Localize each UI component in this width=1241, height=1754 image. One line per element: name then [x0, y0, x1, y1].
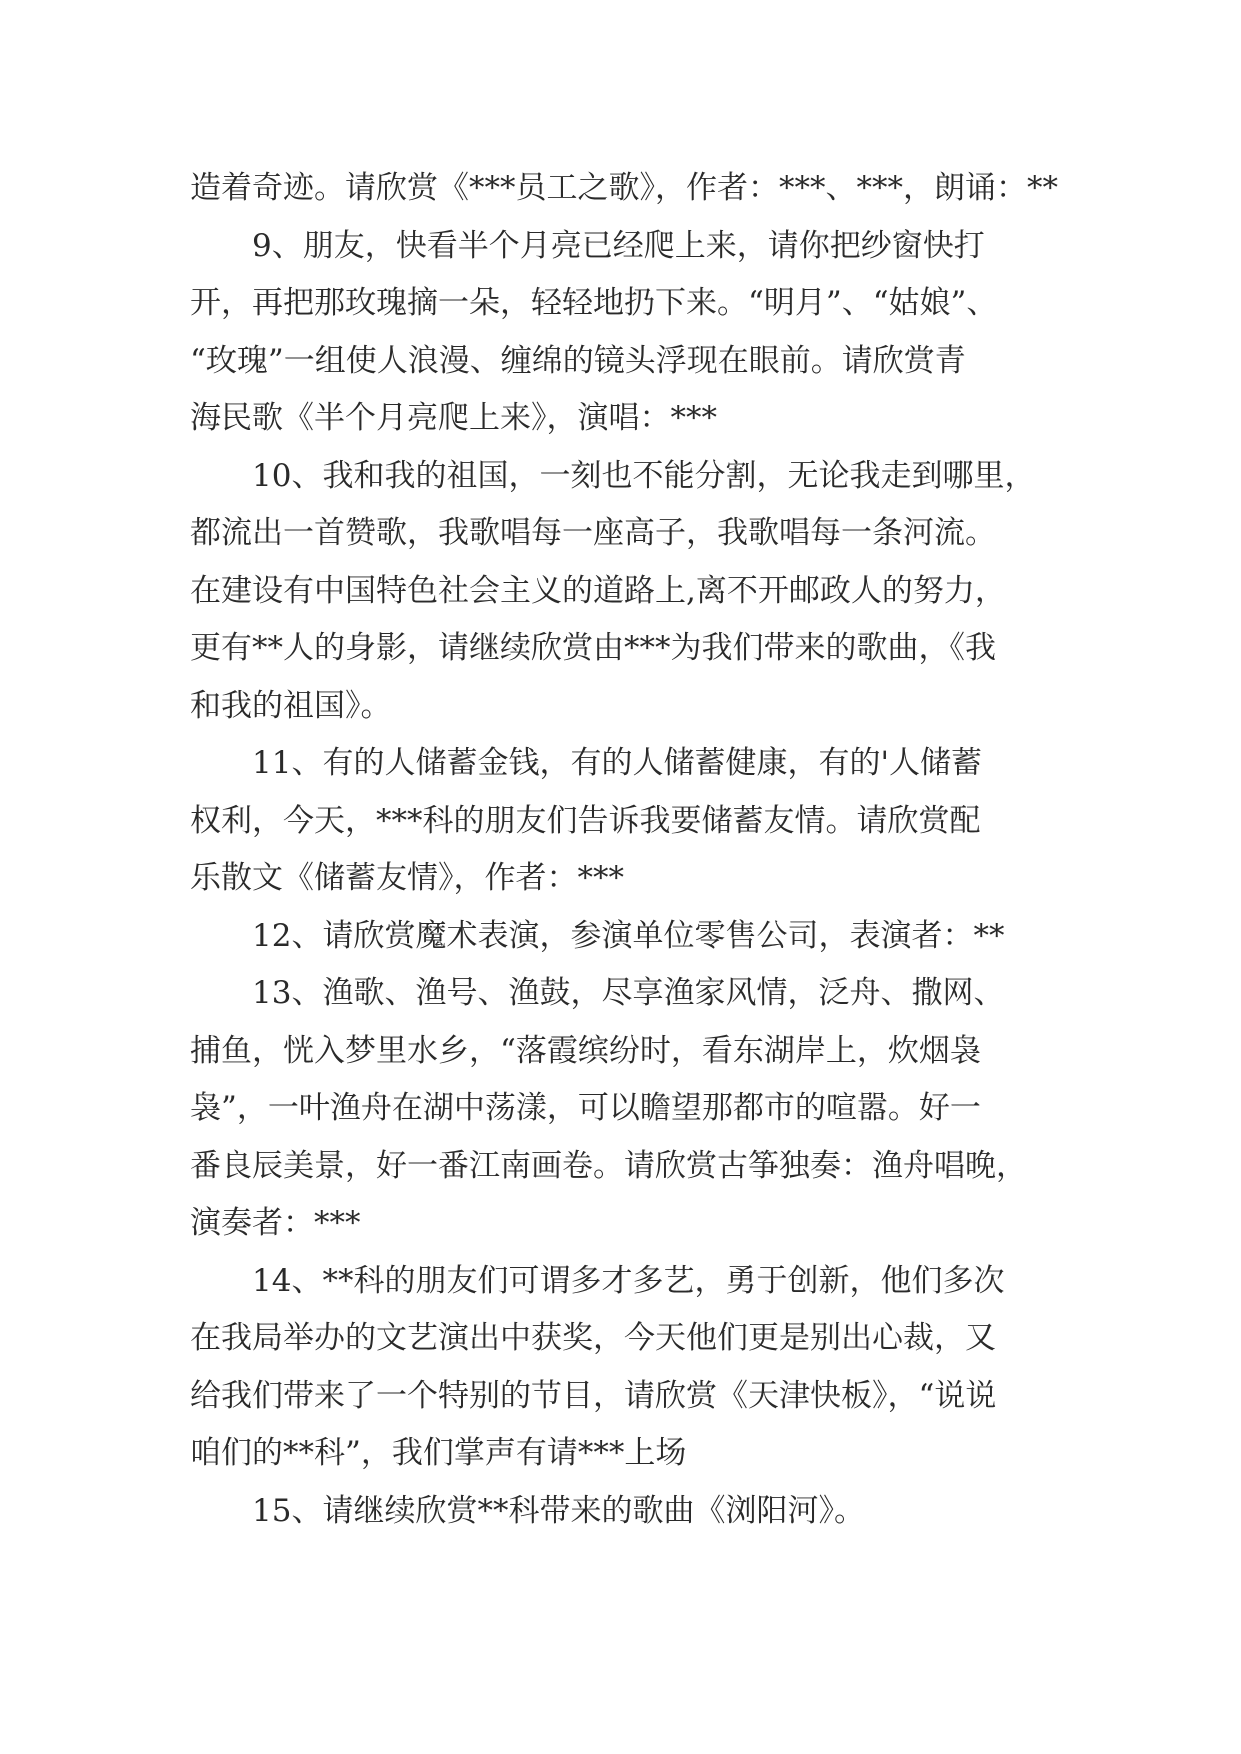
text-line-item-11: 11、有的人储蓄金钱，有的人储蓄健康，有的'人储蓄 — [252, 745, 982, 781]
body-text — [190, 160, 1058, 1540]
text-line: 造着奇迹。请欣赏《***员工之歌》，作者：***、***，朗诵：** — [190, 170, 1058, 206]
text-line: 咱们的**科”，我们掌声有请***上场 — [190, 1435, 687, 1471]
text-line: 在我局举办的文艺演出中获奖，今天他们更是别出心裁，又 — [190, 1320, 996, 1356]
text-line: 权利，今天，***科的朋友们告诉我要储蓄友情。请欣赏配 — [190, 802, 981, 839]
text-line: 在建设有中国特色社会主义的道路上,离不开邮政人的努力， — [190, 572, 1006, 609]
text-line: 和我的祖国》。 — [190, 687, 392, 724]
text-line: 演奏者：*** — [190, 1205, 361, 1241]
text-line: 给我们带来了一个特别的节目，请欣赏《天津快板》，“说说 — [190, 1377, 997, 1414]
text-line-item-10: 10、我和我的祖国，一刻也不能分割，无论我走到哪里， — [252, 457, 1036, 494]
text-line: 都流出一首赞歌，我歌唱每一座高子，我歌唱每一条河流。 — [190, 515, 996, 551]
text-line: 更有**人的身影，请继续欣赏由***为我们带来的歌曲，《我 — [190, 630, 996, 666]
text-line: 乐散文《储蓄友情》，作者：*** — [190, 860, 624, 896]
text-line-item-13: 13、渔歌、渔号、渔鼓，尽享渔家风情，泛舟、撒网、 — [252, 975, 1005, 1011]
text-line-item-14: 14、**科的朋友们可谓多才多艺，勇于创新，他们多次 — [252, 1262, 1005, 1299]
text-line: “玫瑰”一组使人浪漫、缠绵的镜头浮现在眼前。请欣赏青 — [190, 342, 966, 379]
text-line: 番良辰美景，好一番江南画卷。请欣赏古筝独奏：渔舟唱晚， — [190, 1147, 1027, 1184]
text-line: 开，再把那玫瑰摘一朵，轻轻地扔下来。“明月”、“姑娘”、 — [190, 285, 998, 321]
text-line-item-15: 15、请继续欣赏**科带来的歌曲《浏阳河》。 — [252, 1492, 865, 1529]
text-line: 海民歌《半个月亮爬上来》，演唱：*** — [190, 400, 717, 436]
text-line-item-12: 12、请欣赏魔术表演，参演单位零售公司，表演者：** — [252, 917, 1005, 954]
text-line-item-9: 9、朋友，快看半个月亮已经爬上来，请你把纱窗快打 — [252, 227, 985, 264]
text-line: 捕鱼，恍入梦里水乡，“落霞缤纷时，看东湖岸上，炊烟袅 — [190, 1032, 981, 1069]
text-line: 袅”，一叶渔舟在湖中荡漾，可以瞻望那都市的喧嚣。好一 — [190, 1090, 981, 1126]
